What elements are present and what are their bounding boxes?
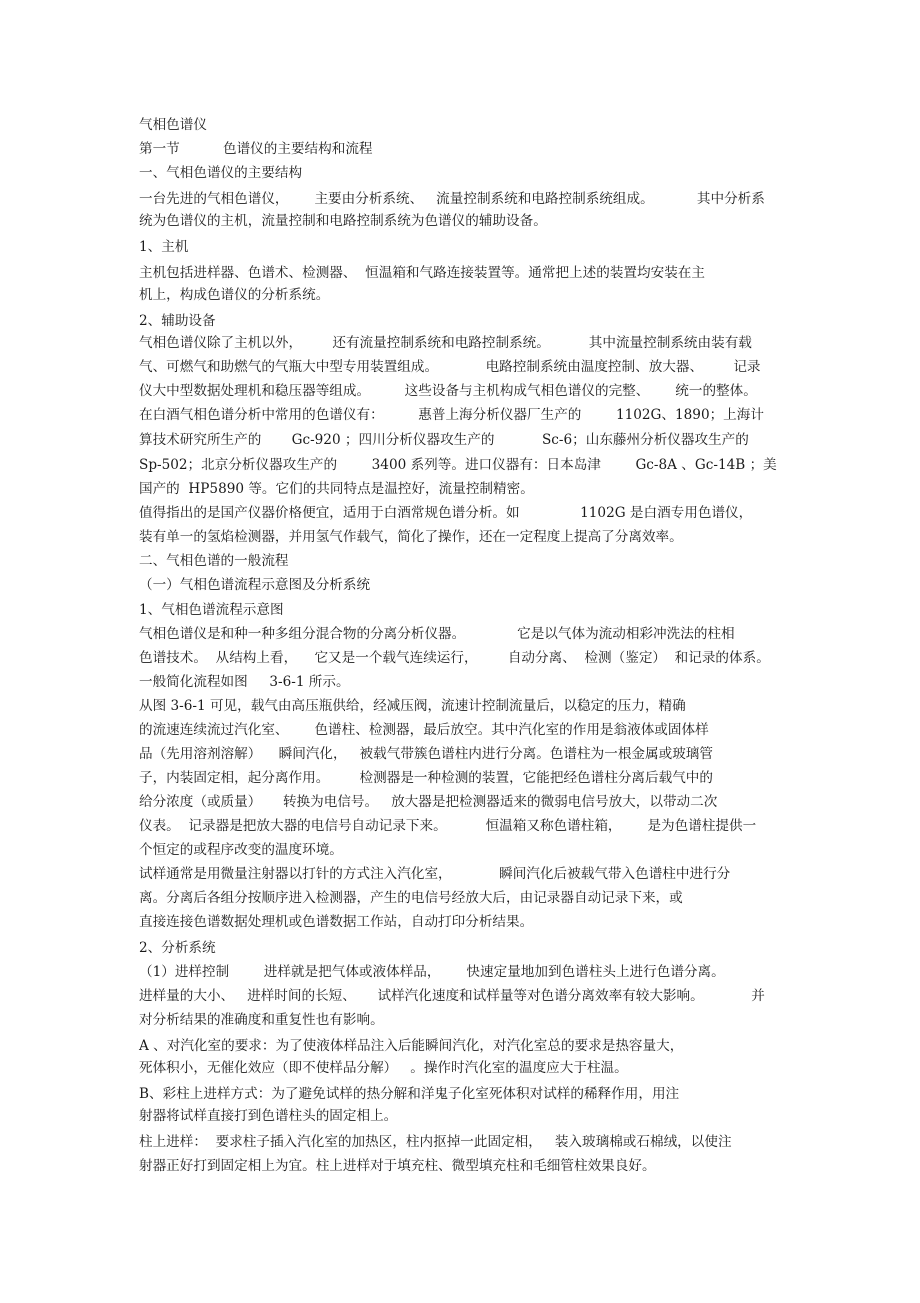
section-heading: 第一节 色谱仪的主要结构和流程 xyxy=(139,141,373,157)
paragraph-line: 试样通常是用微量注射器以打针的方式注入汽化室， 瞬间汽化后被载气带入色谱柱中进行分 xyxy=(139,866,731,882)
doc-title: 气相色谱仪 xyxy=(139,117,207,133)
paragraph-line: 机上，构成色谱仪的分析系统。 xyxy=(139,287,330,303)
paragraph-line: 射器正好打到固定相上为宜。柱上进样对于填充柱、微型填充柱和毛细管柱效果良好。 xyxy=(139,1158,656,1174)
paragraph-line: 色谱技术。 从结构上看， 它又是一个载气连续运行， 自动分离、 检测（鉴定） 和记录的体系。 xyxy=(139,650,770,666)
paragraph-line: 仪表。 记录器是把放大器的电信号自动记录下来。 恒温箱又称色谱柱箱， 是为色谱柱提供一 xyxy=(139,818,757,834)
paragraph-line: 在白酒气相色谱分析中常用的色谱仪有： 惠普上海分析仪器厂生产的 1102G、1890；上海计 xyxy=(139,407,764,423)
item-heading: 1、主机 xyxy=(139,239,189,255)
subsection-heading: 二、气相色谱的一般流程 xyxy=(139,553,289,569)
subsection-heading: （一）气相色谱流程示意图及分析系统 xyxy=(139,577,371,593)
paragraph-line: A 、对汽化室的要求：为了使液体样品注入后能瞬间汽化，对汽化室总的要求是热容量大， xyxy=(139,1038,684,1054)
item-heading: 2、辅助设备 xyxy=(139,313,216,329)
paragraph-line: （1）进样控制 进样就是把气体或液体样品， 快速定量地加到色谱柱头上进行色谱分离。 xyxy=(139,964,725,980)
paragraph-line: 子，内装固定相，起分离作用。 检测器是一种检测的装置，它能把经色谱柱分离后载气中的 xyxy=(139,770,713,786)
paragraph-line: 直接连接色谱数据处理机或色谱数据工作站，自动打印分析结果。 xyxy=(139,914,534,930)
item-heading: 2、分析系统 xyxy=(139,940,216,956)
paragraph-line: 给分浓度（或质量） 转换为电信号。 放大器是把检测器适来的微弱电信号放大，以带动二次 xyxy=(139,794,718,810)
paragraph-line: 从图 3-6-1 可见，载气由高压瓶供给，经减压阀，流速计控制流量后，以稳定的压力，精确 xyxy=(139,698,686,714)
paragraph-line: Sp-502；北京分析仪器攻生产的 3400 系列等。进口仪器有：日本岛津 Gc-8A 、Gc-14B ；美 xyxy=(139,457,777,473)
paragraph-line: 射器将试样直接打到色谱柱头的固定相上。 xyxy=(139,1108,398,1124)
paragraph-line: 统为色谱仪的主机，流量控制和电路控制系统为色谱仪的辅助设备。 xyxy=(139,213,547,229)
paragraph-line: 算技术研究所生产的 Gc-920 ；四川分析仪器攻生产的 Sc-6；山东藤州分析仪器攻生产的 xyxy=(139,432,749,448)
subsection-heading: 一、气相色谱仪的主要结构 xyxy=(139,165,303,181)
item-heading: 1、气相色谱流程示意图 xyxy=(139,602,284,618)
paragraph-line: 气相色谱仪除了主机以外， 还有流量控制系统和电路控制系统。 其中流量控制系统由装有载 xyxy=(139,335,752,351)
paragraph-line: 柱上进样： 要求柱子插入汽化室的加热区，柱内抠掉一此固定相， 装入玻璃棉或石棉绒，以使注 xyxy=(139,1134,732,1150)
paragraph-line: 品（先用溶剂溶解） 瞬间汽化， 被载气带簇色谱柱内进行分离。色谱柱为一根金属或玻璃管 xyxy=(139,746,713,762)
paragraph-line: 主机包括进样器、色谱术、检测器、 恒温箱和气路连接装置等。通常把上述的装置均安装在主 xyxy=(139,265,705,281)
paragraph-line: 值得指出的是国产仪器价格便宜，适用于白酒常规色谱分析。如 1102G 是白酒专用色谱仪， xyxy=(139,505,753,521)
paragraph-line: 国产的 HP5890 等。它们的共同特点是温控好，流量控制精密。 xyxy=(139,481,534,497)
paragraph-line: 一台先进的气相色谱仪， 主要由分析系统、 流量控制系统和电路控制系统组成。 其中分析系 xyxy=(139,191,765,207)
paragraph-line: 气相色谱仪是和种一种多组分混合物的分离分析仪器。 它是以气体为流动相彩冲洗法的柱相 xyxy=(139,626,735,642)
paragraph-line: 离。分离后各组分按顺序进入检测器，产生的电信号经放大后，由记录器自动记录下来，或 xyxy=(139,890,683,906)
paragraph-line: 一般简化流程如图 3-6-1 所示。 xyxy=(139,674,350,690)
paragraph-line: 死体积小，无催化效应（即不使样品分解） 。操作时汽化室的温度应大于柱温。 xyxy=(139,1060,628,1076)
paragraph-line: 的流速连续流过汽化室、 色谱柱、检测器，最后放空。其中汽化室的作用是翁液体或固体样 xyxy=(139,722,709,738)
paragraph-line: 气、可燃气和助燃气的气瓶大中型专用装置组成。 电路控制系统由温度控制、放大器、 记录 xyxy=(139,359,761,375)
paragraph-line: 个恒定的或程序改变的温度环境。 xyxy=(139,842,343,858)
paragraph-line: B、彩柱上进样方式：为了避免试样的热分解和洋鬼子化室死体积对试样的稀释作用，用注 xyxy=(139,1086,680,1102)
paragraph-line: 装有单一的氢焰检测器，并用氢气作载气，简化了操作，还在一定程度上提高了分离效率。 xyxy=(139,529,683,545)
paragraph-line: 进样量的大小、 进样时间的长短、 试样汽化速度和试样量等对色谱分离效率有较大影响。 并 xyxy=(139,988,765,1004)
paragraph-line: 对分析结果的准确度和重复性也有影响。 xyxy=(139,1012,384,1028)
paragraph-line: 仪大中型数据处理机和稳压器等组成。 这些设备与主机构成气相色谱仪的完整、 统一的整体。 xyxy=(139,383,757,399)
